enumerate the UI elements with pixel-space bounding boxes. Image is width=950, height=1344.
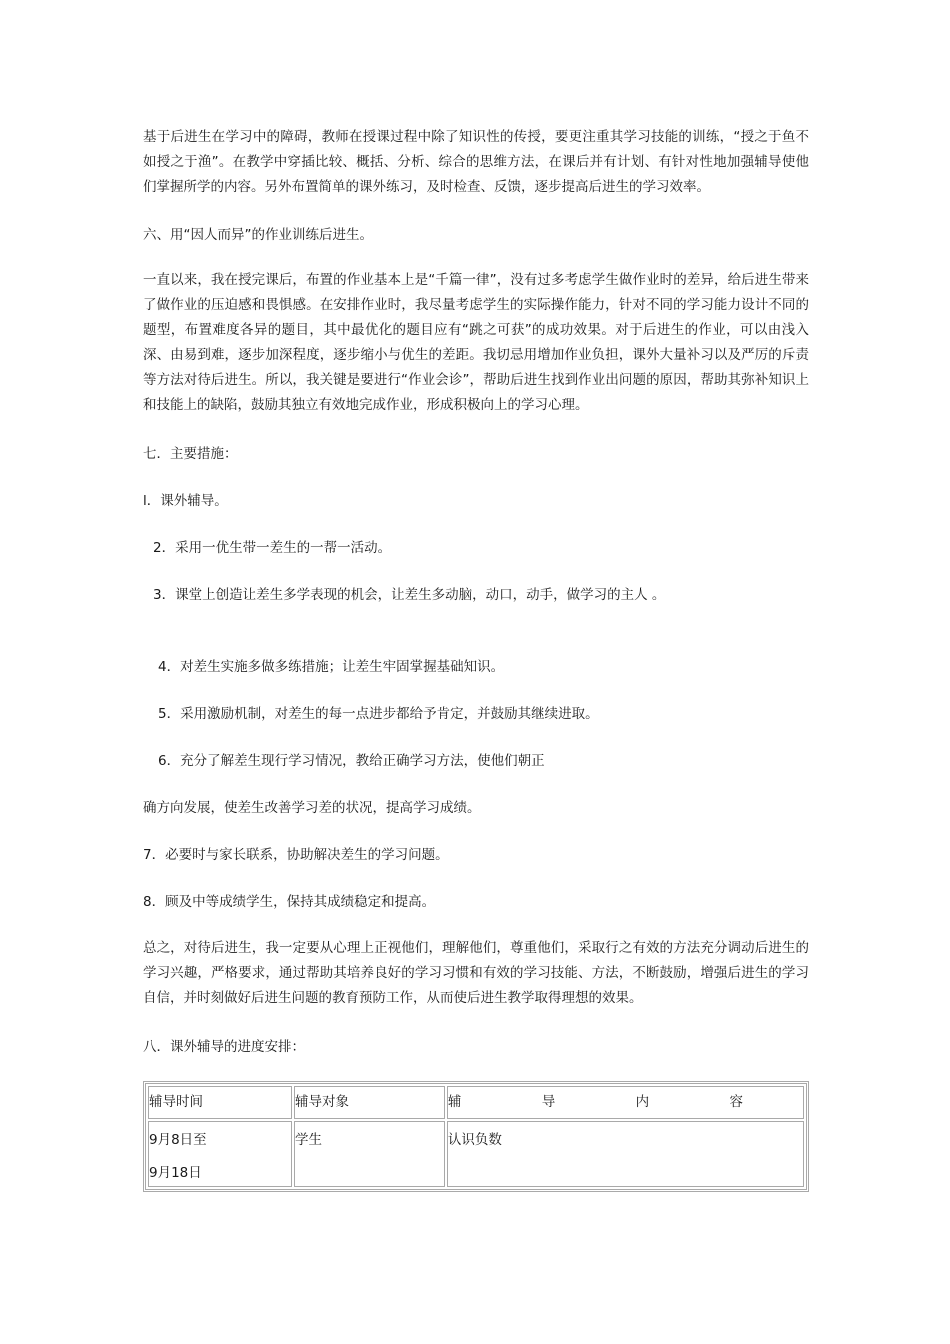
paragraph-learning-skills: 基于后进生在学习中的障碍，教师在授课过程中除了知识性的传授，要更注重其学习技能的训练，“授之于鱼不如授之于渔”。在教学中穿插比较、概括、分析、综合的思维方法，在课后并有计划、有针对性地加强辅导使他们掌握所学的内容。另外布置简单的课外练习，及时检查、反馈，逐步提高后进生的学习效率。 <box>143 129 809 195</box>
measure-item-4: 4．对差生实施多做多练措施；让差生牢固掌握基础知识。 <box>158 659 505 675</box>
measure-item-3: 3．课堂上创造让差生多学表现的机会，让差生多动脑，动口，动手，做学习的主人 。 <box>153 587 666 603</box>
header-content <box>447 1086 804 1119</box>
time-line-start: 9月8日至 <box>149 1132 207 1148</box>
table-row <box>148 1121 804 1187</box>
target-value: 学生 <box>295 1132 322 1148</box>
measure-item-6-continued: 确方向发展，使差生改善学习差的状况，提高学习成绩。 <box>143 800 481 816</box>
tutoring-schedule-table <box>143 1081 809 1192</box>
table-header-row <box>148 1086 804 1119</box>
content-value: 认识负数 <box>447 1132 502 1148</box>
measure-item-5: 5．采用激励机制，对差生的每一点进步都给予肯定，并鼓励其继续进取。 <box>158 706 599 722</box>
cell-time <box>148 1121 292 1187</box>
measure-item-8: 8．顾及中等成绩学生，保持其成绩稳定和提高。 <box>143 894 436 910</box>
header-content-char: 导 <box>541 1094 556 1110</box>
header-target: 辅导对象 <box>294 1086 445 1119</box>
header-content-char: 辅 <box>447 1094 462 1110</box>
heading-section-seven: 七．主要措施： <box>143 446 238 462</box>
measure-item-2: 2．采用一优生带一差生的一帮一活动。 <box>153 540 392 556</box>
header-content-char: 容 <box>729 1094 743 1110</box>
heading-section-six: 六、用“因人而异”的作业训练后进生。 <box>143 227 373 243</box>
measure-item-1: l．课外辅导。 <box>143 493 228 509</box>
cell-target <box>294 1121 445 1187</box>
time-line-end: 9月18日 <box>149 1165 202 1181</box>
heading-section-eight: 八．课外辅导的进度安排： <box>143 1039 305 1055</box>
cell-content <box>447 1121 804 1187</box>
measure-item-6: 6．充分了解差生现行学习情况，教给正确学习方法，使他们朝正 <box>158 753 545 769</box>
header-time: 辅导时间 <box>148 1086 292 1119</box>
paragraph-homework: 一直以来，我在授完课后，布置的作业基本上是“千篇一律”，没有过多考虑学生做作业时的差异，给后进生带来了做作业的压迫感和畏惧感。在安排作业时，我尽量考虑学生的实际操作能力，针对不同的学习能力设计不同的题型，布置难度各异的题目，其中最优化的题目应有“跳之可获”的成功效果。对于后进生的作业，可以由浅入深、由易到难，逐步加深程度，逐步缩小与优生的差距。我切忌用增加作业负担，课外大量补习以及严厉的斥责等方法对待后进生。所以，我关键是要进行“作业会诊”，帮助后进生找到作业出问题的原因，帮助其弥补知识上和技能上的缺陷，鼓励其独立有效地完成作业，形成积极向上的学习心理。 <box>143 272 809 413</box>
measure-item-7: 7．必要时与家长联系，协助解决差生的学习问题。 <box>143 847 449 863</box>
header-content-char: 内 <box>635 1094 650 1110</box>
paragraph-conclusion: 总之，对待后进生，我一定要从心理上正视他们，理解他们，尊重他们，采取行之有效的方法充分调动后进生的学习兴趣，严格要求，通过帮助其培养良好的学习习惯和有效的学习技能、方法，不断鼓励，增强后进生的学习自信，并时刻做好后进生问题的教育预防工作，从而使后进生教学取得理想的效果。 <box>143 940 809 1006</box>
